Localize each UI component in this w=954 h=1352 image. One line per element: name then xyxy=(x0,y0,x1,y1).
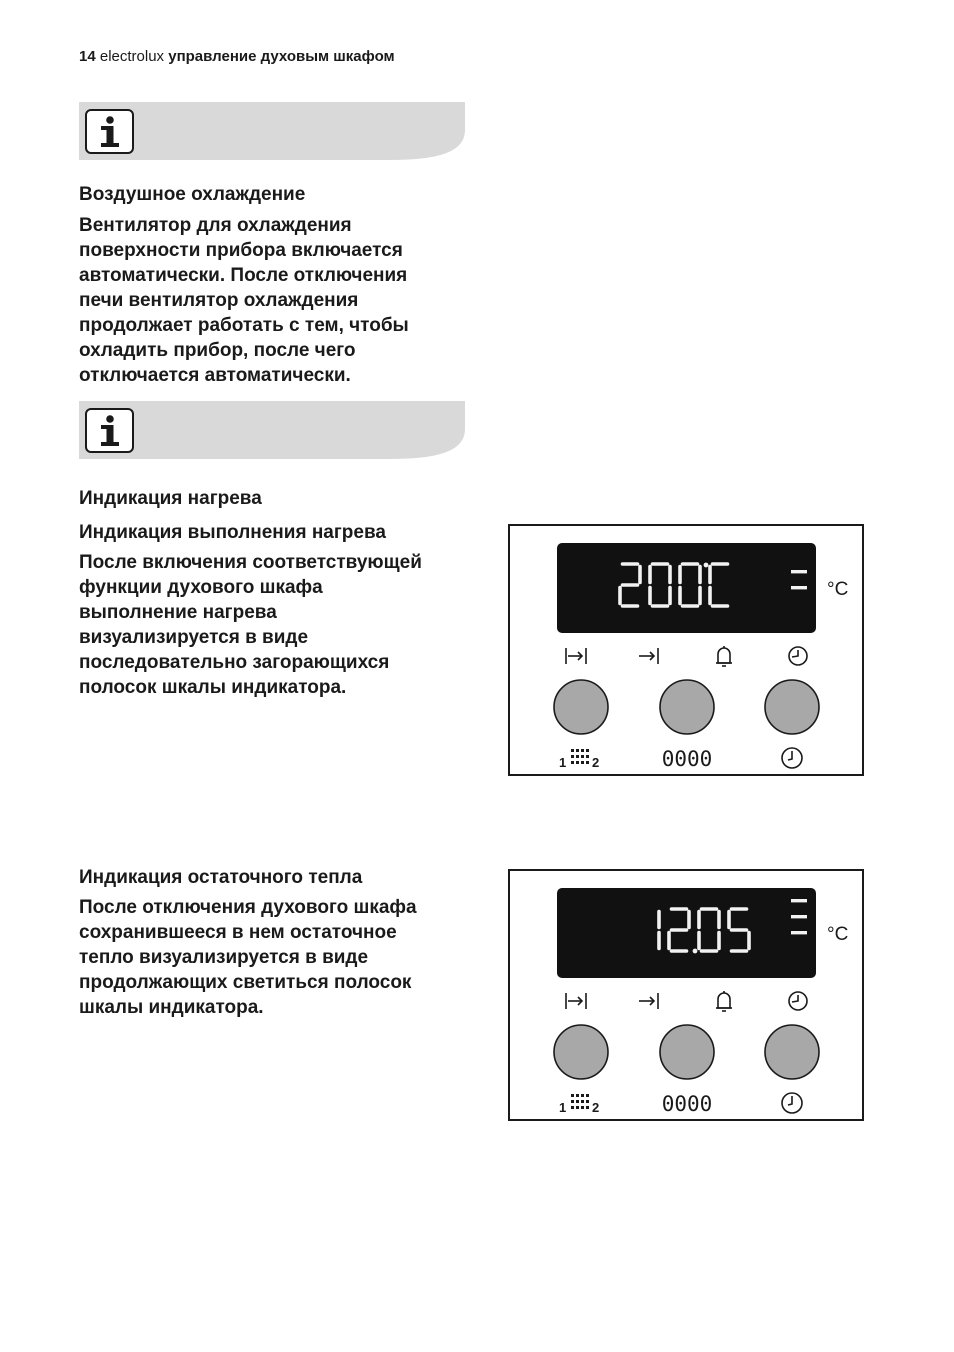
heating-indication-text xyxy=(79,550,422,700)
text-line: сохранившееся в нем остаточное xyxy=(79,922,397,943)
oven-control-panel xyxy=(508,869,864,1121)
clock-knob[interactable] xyxy=(765,680,819,734)
digits-icon xyxy=(662,747,713,771)
minus-knob[interactable] xyxy=(660,680,714,734)
heat-bar xyxy=(791,915,807,918)
temperature-unit: °C xyxy=(827,579,849,600)
function-knob[interactable] xyxy=(554,680,608,734)
heat-bar xyxy=(791,586,807,589)
lcd-display xyxy=(557,543,816,633)
function-end-label: 2 xyxy=(592,755,600,770)
text-line: визуализируется в виде xyxy=(79,627,309,648)
lcd-display xyxy=(557,888,816,978)
text-line: последовательно загорающихся xyxy=(79,652,390,673)
text-line: выполнение нагрева xyxy=(79,602,277,623)
text-line: полосок шкалы индикатора. xyxy=(79,677,347,698)
info-note-bar xyxy=(79,102,465,160)
info-icon xyxy=(86,110,133,153)
temperature-unit: °C xyxy=(827,924,849,945)
text-line: тепло визуализируется в виде xyxy=(79,947,369,968)
minus-knob[interactable] xyxy=(660,1025,714,1079)
air-cooling-heading: Воздушное охлаждение xyxy=(79,184,306,205)
digits-icon xyxy=(662,1092,713,1116)
text-line: продолжающих светиться полосок xyxy=(79,972,412,993)
function-start-label: 1 xyxy=(559,755,567,770)
function-knob[interactable] xyxy=(554,1025,608,1079)
digits-label: 0000 xyxy=(661,747,713,771)
oven-control-panel xyxy=(508,524,864,776)
text-line: продолжает работать с тем, чтобы xyxy=(79,315,409,336)
residual-heat-text xyxy=(79,895,417,1020)
digits-label: 0000 xyxy=(661,1092,713,1116)
text-line: функции духового шкафа xyxy=(79,577,323,598)
heating-indication-heading: Индикация нагрева xyxy=(79,488,262,509)
air-cooling-text xyxy=(79,213,409,388)
heat-bar xyxy=(791,570,807,573)
info-icon xyxy=(86,409,133,452)
text-line: автоматически. После отключения xyxy=(79,265,408,286)
heating-progress-subheading: Индикация выполнения нагрева xyxy=(79,522,386,543)
section-title: управление духовым шкафом xyxy=(168,48,395,65)
heat-bar xyxy=(791,931,807,934)
page-number: 14 xyxy=(79,48,96,65)
info-note-bar xyxy=(79,401,465,459)
text-line: отключается автоматически. xyxy=(79,365,351,386)
page-header xyxy=(79,48,395,65)
function-end-label: 2 xyxy=(592,1100,600,1115)
text-line: шкалы индикатора. xyxy=(79,997,264,1018)
residual-heat-heading: Индикация остаточного тепла xyxy=(79,867,363,888)
clock-knob[interactable] xyxy=(765,1025,819,1079)
text-line: После включения соответствующей xyxy=(79,552,422,573)
heat-bar xyxy=(791,899,807,902)
brand-name: electrolux xyxy=(99,48,165,65)
text-line: печи вентилятор охлаждения xyxy=(79,290,359,311)
function-start-label: 1 xyxy=(559,1100,567,1115)
text-line: Вентилятор для охлаждения xyxy=(79,215,352,236)
text-line: После отключения духового шкафа xyxy=(79,897,417,918)
text-line: поверхности прибора включается xyxy=(79,240,403,261)
text-line: охладить прибор, после чего xyxy=(79,340,356,361)
